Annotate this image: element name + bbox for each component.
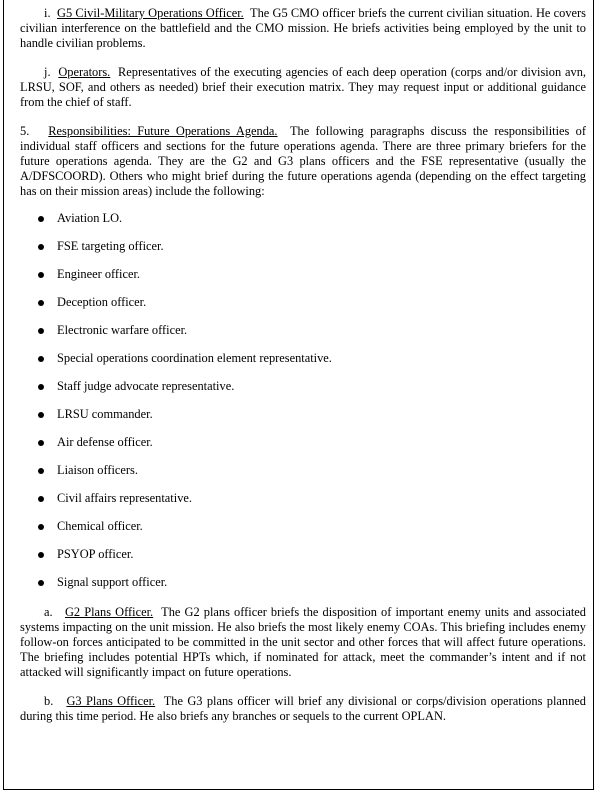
bullet-icon	[38, 524, 44, 530]
list-item	[20, 575, 586, 603]
bullet-icon	[38, 496, 44, 502]
bullet-icon	[38, 244, 44, 250]
bullet-icon	[38, 384, 44, 390]
list-item-text: Deception officer.	[57, 295, 147, 309]
bullet-icon	[38, 216, 44, 222]
list-item-text: PSYOP officer.	[57, 547, 134, 561]
list-item	[20, 547, 586, 575]
bullet-icon	[38, 580, 44, 586]
paragraph-i-heading: G5 Civil-Military Operations Officer.	[57, 6, 244, 20]
bullet-icon	[38, 412, 44, 418]
paragraph-b	[20, 694, 586, 724]
paragraph-a	[20, 605, 586, 680]
list-item	[20, 323, 586, 351]
paragraph-5-heading: Responsibilities: Future Operations Agenda.	[48, 124, 278, 138]
bullet-icon	[38, 356, 44, 362]
list-item	[20, 435, 586, 463]
list-item	[20, 463, 586, 491]
list-item-text: Aviation LO.	[57, 211, 123, 225]
list-item-text: Liaison officers.	[57, 463, 138, 477]
bullet-icon	[38, 552, 44, 558]
paragraph-j-marker: j.	[44, 65, 51, 79]
paragraph-a-heading: G2 Plans Officer.	[64, 605, 154, 619]
list-item-text: FSE targeting officer.	[57, 239, 164, 253]
list-item	[20, 519, 586, 547]
paragraph-j-heading: Operators.	[58, 65, 111, 79]
list-item	[20, 295, 586, 323]
bullet-icon	[38, 272, 44, 278]
bullet-icon	[38, 440, 44, 446]
paragraph-j	[20, 65, 586, 110]
paragraph-i-marker: i.	[44, 6, 51, 20]
list-item-text: LRSU commander.	[57, 407, 153, 421]
list-item-text: Special operations coordination element representative.	[57, 351, 332, 365]
list-item-text: Civil affairs representative.	[57, 491, 192, 505]
list-item-text: Engineer officer.	[57, 267, 141, 281]
list-item-text: Air defense officer.	[57, 435, 153, 449]
bullet-icon	[38, 468, 44, 474]
paragraph-b-text: The G3 plans officer will brief any divisional or corps/division operations planned during this time period. He also briefs any branches or sequels to the current OPLAN.	[20, 694, 586, 723]
paragraph-i-text: The G5 CMO officer briefs the current civilian situation. He covers civilian interference on the battlefield and the CMO mission. He briefs activities being employed by the unit to handle civilian problems.	[20, 6, 586, 50]
paragraph-a-marker: a.	[44, 605, 53, 619]
paragraph-5-marker: 5.	[20, 124, 30, 138]
list-item	[20, 407, 586, 435]
document-body	[20, 6, 586, 724]
list-item	[20, 267, 586, 295]
paragraph-5	[20, 124, 586, 199]
document-page	[3, 0, 594, 790]
bullet-icon	[38, 300, 44, 306]
list-item	[20, 239, 586, 267]
paragraph-a-text: The G2 plans officer briefs the disposition of important enemy units and associated systems impacting on the unit mission. He also briefs the most likely enemy COAs. This briefing includes enemy follow-on forces anticipated to be committed in the unit sector and other forces that will affect future operations. The briefing includes potential HPTs which, if nominated for attack, meet the commander’s intent and if not attacked will significantly impact on future operations.	[20, 605, 586, 679]
paragraph-j-text: Representatives of the executing agencies of each deep operation (corps and/or division avn, LRSU, SOF, and others as needed) brief their execution matrix. They may request input or additional guidance from the chief of staff.	[20, 65, 586, 109]
list-item	[20, 211, 586, 239]
bullet-icon	[38, 328, 44, 334]
list-item	[20, 379, 586, 407]
paragraph-5-text: The following paragraphs discuss the responsibilities of individual staff officers and sections for the future operations agenda. There are three primary briefers for the future operations agenda. They are the G2 and G3 plans officers and the FSE representative (usually the A/DFSCOORD). Others who might brief during the future operations agenda (depending on the effect targeting has on their mission areas) include the following:	[20, 124, 586, 198]
paragraph-i	[20, 6, 586, 51]
list-item	[20, 491, 586, 519]
list-item-text: Staff judge advocate representative.	[57, 379, 235, 393]
briefer-list	[20, 211, 586, 603]
list-item-text: Electronic warfare officer.	[57, 323, 188, 337]
paragraph-b-heading: G3 Plans Officer.	[66, 694, 156, 708]
list-item-text: Signal support officer.	[57, 575, 168, 589]
list-item-text: Chemical officer.	[57, 519, 143, 533]
list-item	[20, 351, 586, 379]
paragraph-b-marker: b.	[44, 694, 54, 708]
